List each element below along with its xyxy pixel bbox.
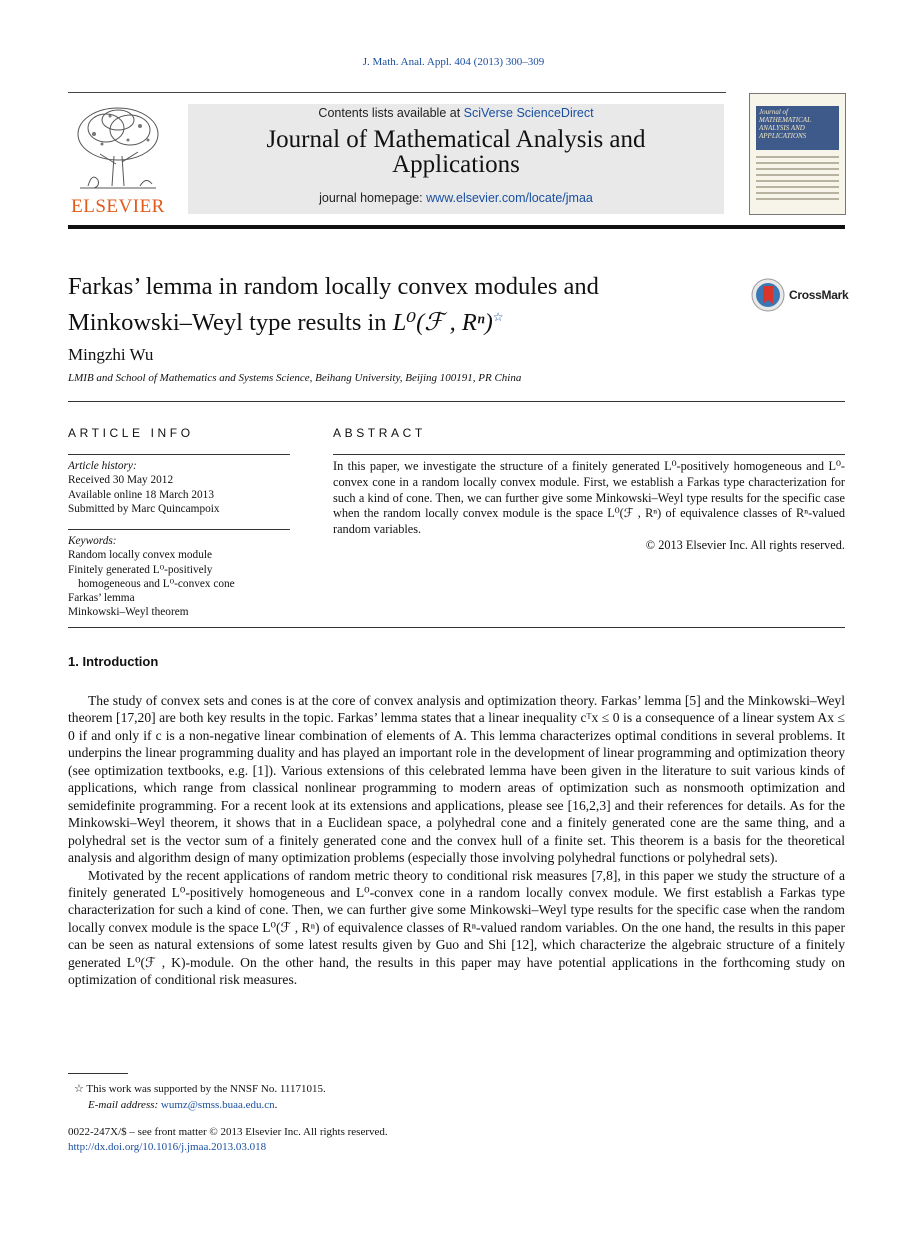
available-date: Available online 18 March 2013 [68,488,214,501]
sciencedirect-link[interactable]: SciVerse ScienceDirect [463,106,594,120]
title-line1: Farkas’ lemma in random locally convex modules and [68,273,599,300]
crossmark-label: CrossMark [789,288,849,302]
author-affiliation: LMIB and School of Mathematics and Systems Science, Beihang University, Beijing 100191, PR China [68,372,522,384]
author-name: Mingzhi Wu [68,345,154,364]
introduction-heading: 1. Introduction [68,654,159,669]
email-link[interactable]: wumz@smss.buaa.edu.cn [160,1099,275,1111]
received-date: Received 30 May 2012 [68,474,174,487]
title-footnote-star[interactable]: ☆ [492,310,504,324]
abstract-rule [333,454,845,455]
keyword-item-continued: homogeneous and L⁰-convex cone [78,577,235,590]
submitted-by: Submitted by Marc Quincampoix [68,502,220,515]
keywords-block [68,534,290,620]
title-line2 [68,302,708,338]
doi-link[interactable]: http://dx.doi.org/10.1016/j.jmaa.2013.03.018 [68,1141,267,1153]
journal-masthead [188,104,724,214]
elsevier-logo [68,104,168,217]
journal-title [188,127,724,177]
article-info-heading: ARTICLE INFO [68,426,194,440]
footnote-rule [68,1073,128,1074]
email-end: . [274,1099,278,1111]
article-history [68,459,290,516]
email-label: E-mail address: [88,1099,161,1111]
history-label: Article history: [68,460,137,472]
article-title [68,272,708,338]
elsevier-wordmark: ELSEVIER [71,196,165,217]
abstract-body: In this paper, we investigate the structure of a finitely generated L⁰-positively homogeneous and L⁰-convex cone in a random locally convex module. First, we establish a Farkas type characterization for such a kind of cone. Then, we can further give some Minkowski–Weyl type results for the specific case when the random locally convex module is the space L⁰(ℱ , Rⁿ) of equivalence classes of Rⁿ-valued random variables. [333,459,845,537]
journal-cover-thumbnail[interactable] [749,93,846,215]
keyword-item: Random locally convex module [68,549,213,562]
issn-line: 0022-247X/$ – see front matter © 2013 Elsevier Inc. All rights reserved. [68,1126,388,1138]
title-line2-prefix: Minkowski–Weyl type results in [68,309,393,337]
introduction-body [68,692,845,989]
homepage-line [188,191,724,205]
funding-footnote [68,1081,768,1097]
abstract-heading: ABSTRACT [333,426,426,440]
abstract-text [333,459,845,554]
crossmark-icon [751,278,785,312]
homepage-prefix: journal homepage: [319,191,427,205]
cover-contents-lines [756,156,839,204]
homepage-link[interactable]: www.elsevier.com/locate/jmaa [426,191,593,205]
keywords-rule [68,529,290,530]
footnote-star: ☆ [74,1083,84,1095]
journal-title-line1: Journal of Mathematical Analysis and [266,126,646,153]
header-top-rule [68,92,726,93]
header-bottom-rule [68,225,845,229]
journal-title-line2: Applications [392,151,520,178]
keywords-label: Keywords: [68,535,117,547]
crossmark-badge[interactable] [751,278,851,314]
page-footer [68,1125,768,1155]
cover-title-band: Journal of MATHEMATICAL ANALYSIS AND APPLICATIONS [756,106,839,150]
title-section-rule [68,401,845,402]
contents-line [188,106,724,120]
elsevier-tree-icon [70,104,166,194]
keyword-item: Farkas’ lemma [68,592,135,605]
article-info-rule [68,454,290,455]
title-math: L⁰(ℱ , Rⁿ) [392,309,493,337]
intro-paragraph-2: Motivated by the recent applications of random metric theory to conditional risk measures [7,8], in this paper we study the structure of a finitely generated L⁰-positively homogeneous and L⁰-convex cone in a random locally convex module. We first establish a Farkas type characterization for such a kind of cone. Then, we can further give some Minkowski–Weyl type results for the specific case when the random locally convex module is the space L⁰(ℱ , Rⁿ) of equivalence classes of Rⁿ-valued random variables. On the one hand, the results in this paper can be seen as natural extensions of some latest results given by Guo and Shi [12], which characterize the algebraic structure of a finitely generated L⁰(ℱ , K)-module. On the other hand, the results in this paper may have potential applications in the forthcoming study on optimization of conditional risk measures. [68,867,845,988]
keyword-item: Finitely generated L⁰-positively [68,563,213,576]
journal-citation[interactable]: J. Math. Anal. Appl. 404 (2013) 300–309 [362,56,545,68]
email-footnote [68,1097,768,1113]
footnotes [68,1081,768,1113]
intro-paragraph-1: The study of convex sets and cones is at the core of convex analysis and optimization theory. Farkas’ lemma [5] and the Minkowski–Weyl theorem [17,20] are both key results in the topic. Farkas’ lemma states that a linear inequality cᵀx ≤ 0 is a consequence of a linear system Ax ≤ 0 if and only if c is a non-negative linear combination of elements of A. This lemma characterizes optimal conditions in several problems. It underpins the linear programming duality and has played an important role in the development of linear programming and optimization theory (see optimization textbooks, e.g. [1]). Various extensions of this celebrated lemma have been given in the literature to suit various kinds of applications, which range from classical nonlinear programming to modern areas of optimization such as nonsmooth optimization and semidefinite programming. For a recent look at its extensions and applications, please see [16,2,3] and their references for details. As for the Minkowski–Weyl theorem, it shows that in a Euclidean space, a polyhedral cone and a finitely generated cone are the same thing, and a polyhedral set is the vector sum of a finitely generated cone and the convex hull of a finite set. This theorem is a basis for the theoretical analysis and algorithm design of many optimization problems (especially those involving polyhedral functions or polyhedral sets). [68,693,845,866]
info-section-rule [68,627,845,628]
keyword-item: Minkowski–Weyl theorem [68,606,189,619]
abstract-copyright: © 2013 Elsevier Inc. All rights reserved. [645,537,845,552]
contents-prefix: Contents lists available at [318,106,464,120]
funding-text: This work was supported by the NNSF No. 11171015. [83,1083,326,1095]
